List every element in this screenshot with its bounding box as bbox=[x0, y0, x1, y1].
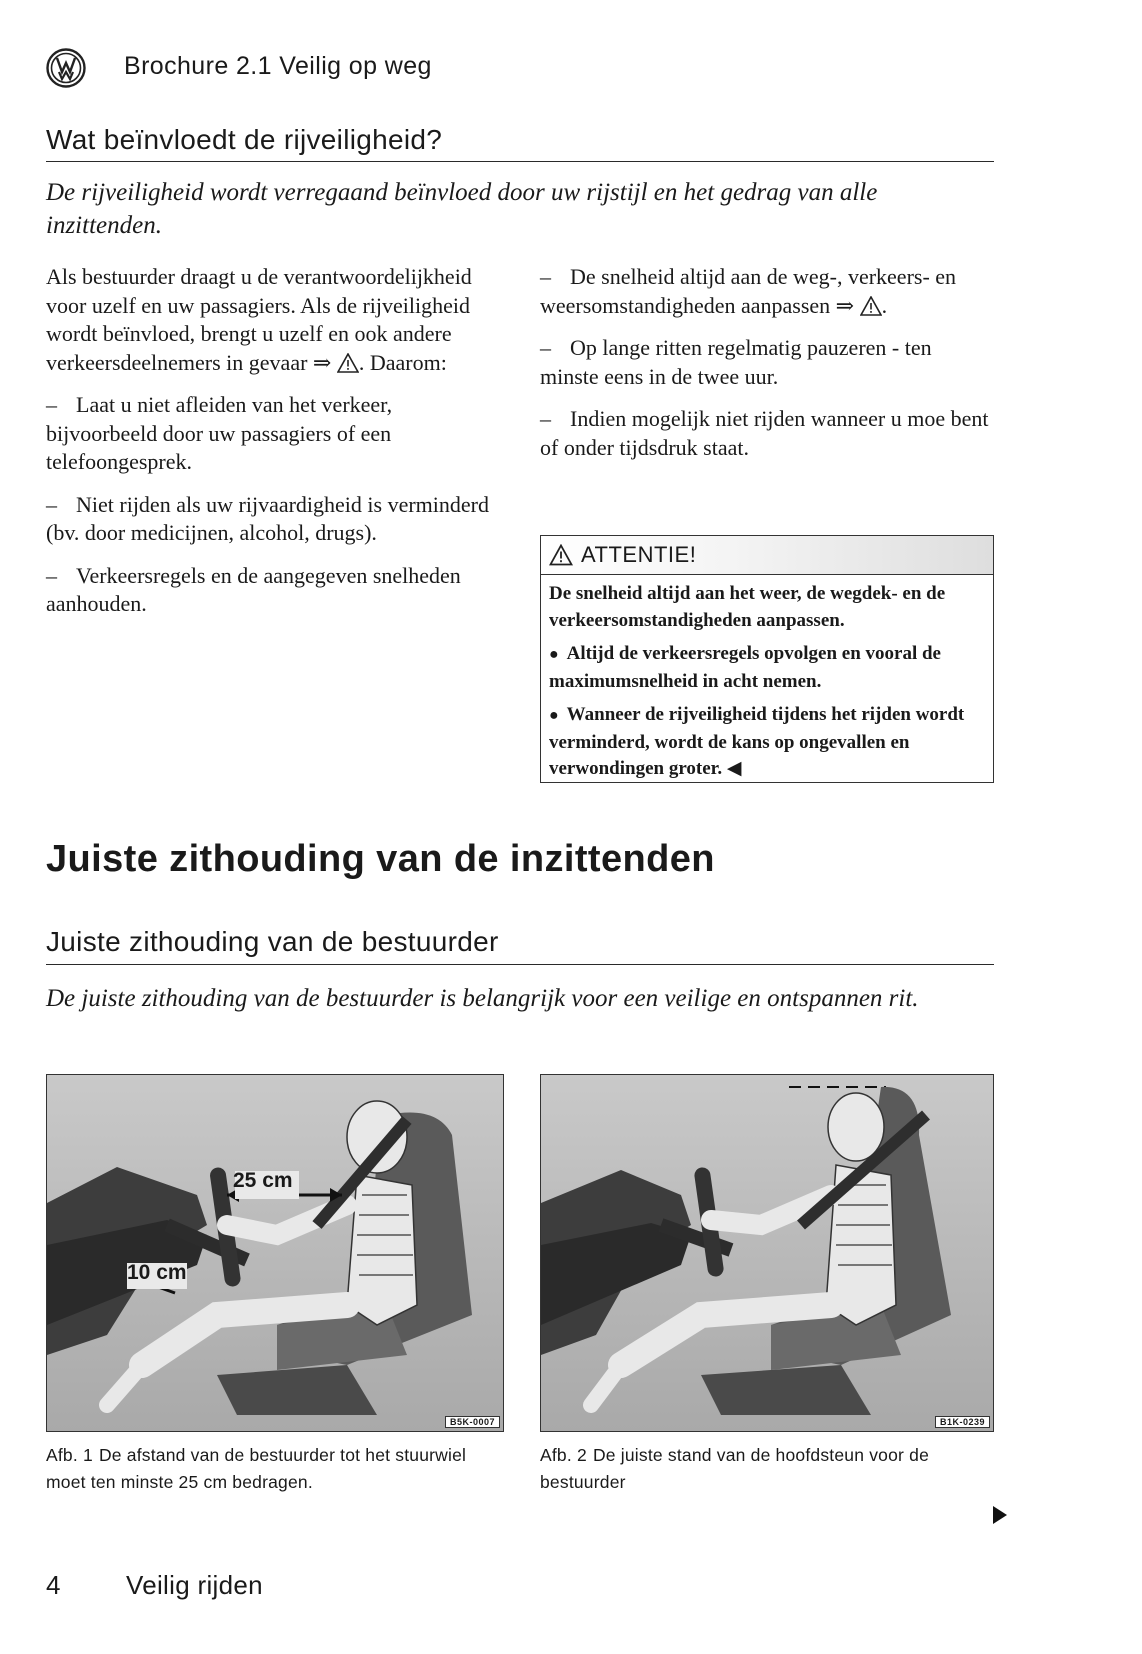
list-item: – Verkeersregels en de aangegeven snelheden aanhouden. bbox=[46, 562, 461, 616]
attention-item: De snelheid altijd aan het weer, de wegdek- en de verkeersomstandigheden aanpassen. bbox=[549, 583, 946, 631]
driver-distance-illustration bbox=[47, 1075, 503, 1431]
page-number: 4 bbox=[46, 1570, 61, 1600]
warning-icon bbox=[549, 544, 573, 566]
figure-1 bbox=[46, 1074, 504, 1432]
list-item: – De snelheid altijd aan de weg-, verkeers- en weersomstandigheden aanpassen ⇒ . bbox=[540, 264, 957, 318]
figure-code: B5K-0007 bbox=[445, 1416, 500, 1428]
paragraph-responsibility: Als bestuurder draagt u de verantwoordelijkheid voor uzelf en uw passagiers. Als de rijveiligheid wordt beïnvloed, brengt u uzelf en ook andere verkeersdeelnemers in gevaar ⇒ . Daarom: bbox=[46, 264, 472, 375]
section-rule bbox=[46, 161, 994, 162]
list-item: – Indien mogelijk niet rijden wanneer u moe bent of onder tijdsdruk staat. bbox=[540, 406, 989, 460]
footer-title: Veilig rijden bbox=[126, 1570, 263, 1600]
subsection-intro: De juiste zithouding van de bestuurder is belangrijk voor een veilige en ontspannen rit. bbox=[46, 985, 919, 1012]
list-item: – Niet rijden als uw rijvaardigheid is verminderd (bv. door medicijnen, alcohol, drugs). bbox=[46, 491, 489, 545]
list-item: – Laat u niet afleiden van het verkeer, bijvoorbeeld door uw passagiers of een telefoongesprek. bbox=[46, 392, 393, 474]
subsection-rule bbox=[46, 964, 994, 965]
attention-item: ● Wanneer de rijveiligheid tijdens het rijden wordt verminderd, wordt de kans op ongevallen en verwondingen groter. ◀ bbox=[549, 704, 965, 779]
figure-2-caption: Afb. 2 De juiste stand van de hoofdsteun voor de bestuurder bbox=[540, 1445, 929, 1492]
figure-1-caption: Afb. 1 De afstand van de bestuurder tot het stuurwiel moet ten minste 25 cm bedragen. bbox=[46, 1445, 467, 1492]
attention-body bbox=[541, 575, 993, 783]
figure-code: B1K-0239 bbox=[935, 1416, 990, 1428]
caption-label: Afb. 1 bbox=[46, 1445, 93, 1465]
section-title: Wat beïnvloedt de rijveiligheid? bbox=[46, 124, 443, 155]
attention-title: ATTENTIE! bbox=[581, 542, 697, 567]
end-mark-icon: ◀ bbox=[726, 758, 742, 779]
distance-label-10cm: 10 cm bbox=[127, 1261, 187, 1284]
list-item: – Op lange ritten regelmatig pauzeren - ten minste eens in de twee uur. bbox=[540, 335, 932, 389]
subsection-title: Juiste zithouding van de bestuurder bbox=[46, 926, 499, 957]
vw-logo-icon bbox=[46, 48, 86, 88]
distance-label-25cm: 25 cm bbox=[233, 1169, 293, 1192]
figure-2 bbox=[540, 1074, 994, 1432]
brochure-header: Brochure 2.1 Veilig op weg bbox=[124, 52, 432, 80]
next-page-arrow-icon bbox=[992, 1505, 1008, 1525]
attention-item: ● Altijd de verkeersregels opvolgen en vooral de maximumsnelheid in acht nemen. bbox=[549, 643, 941, 692]
headrest-illustration bbox=[541, 1075, 993, 1431]
section-intro: De rijveiligheid wordt verregaand beïnvloed door uw rijstijl en het gedrag van alle inzittenden. bbox=[46, 179, 878, 239]
left-column bbox=[46, 263, 504, 633]
chapter-title: Juiste zithouding van de inzittenden bbox=[46, 838, 715, 880]
warning-icon bbox=[860, 296, 882, 316]
right-column bbox=[540, 263, 992, 476]
attention-header bbox=[541, 536, 993, 575]
caption-label: Afb. 2 bbox=[540, 1445, 587, 1465]
attention-box bbox=[540, 535, 994, 783]
warning-icon bbox=[337, 353, 359, 373]
